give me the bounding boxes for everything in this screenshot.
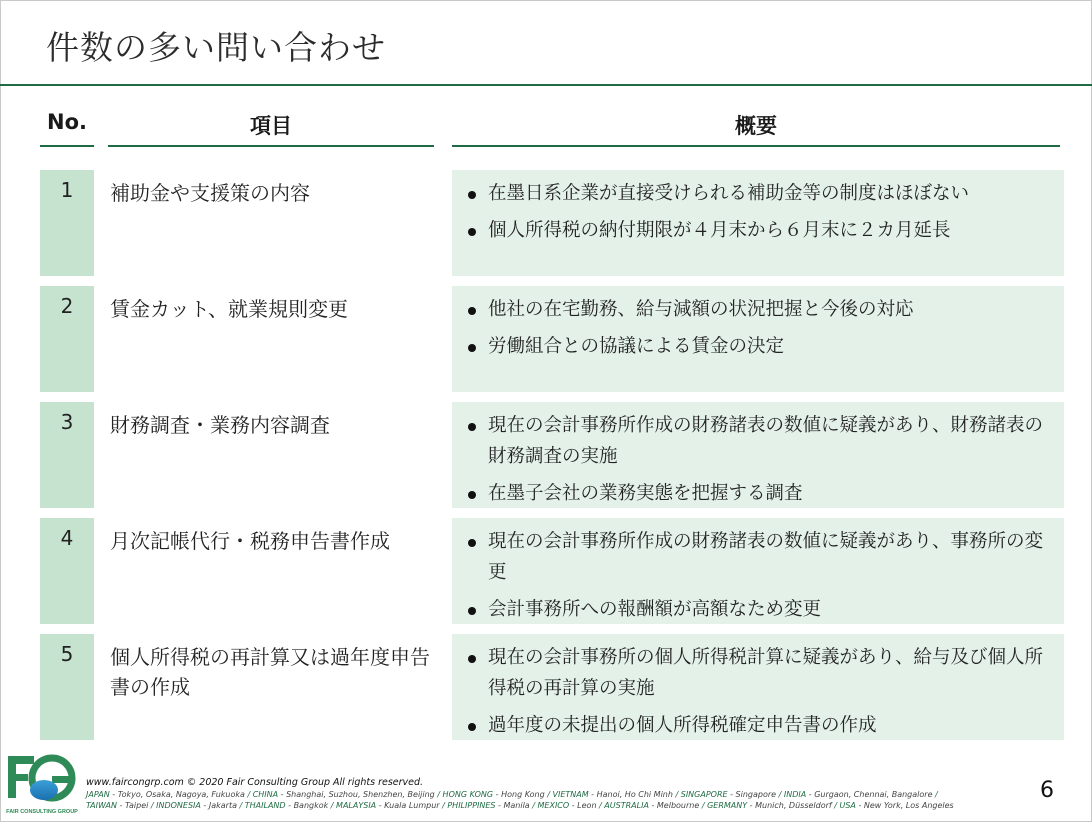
footer-offices-line-2: TAIWAN - Taipei / INDONESIA - Jakarta / THAILAND - Bangkok / MALAYSIA - Kuala Lumpur / PHILIPPINES - Manila / MEXICO - Leon / AUSTRALIA - Melbourne / GERMANY - Munich, Düsseldorf / USA - New York, Los Angeles [86, 801, 954, 810]
office-region: GERMANY [707, 801, 748, 810]
office-region: VIETNAM [552, 790, 589, 799]
office-cities: Hong Kong [501, 790, 545, 799]
office-cities: Singapore [735, 790, 777, 799]
bullet-dot-icon [468, 228, 476, 236]
summary-bullet [468, 294, 1050, 325]
row-summary [452, 518, 1064, 624]
office-region: MALAYSIA [336, 801, 377, 810]
bullet-dot-icon [468, 539, 476, 547]
summary-bullet [468, 710, 1050, 741]
office-cities: Tokyo, Osaka, Nagoya, Fukuoka [117, 790, 245, 799]
office-region: HONG KONG [442, 790, 494, 799]
row-number: 4 [40, 518, 94, 624]
bullet-text: 過年度の未提出の個人所得税確定申告書の作成 [488, 715, 877, 736]
slide-title: 件数の多い問い合わせ [46, 28, 386, 67]
summary-bullet [468, 331, 1050, 362]
office-cities: Jakarta [208, 801, 237, 810]
bullet-text: 在墨日系企業が直接受けられる補助金等の制度はほぼない [488, 183, 970, 204]
logo-text: FAIR CONSULTING GROUP [6, 809, 78, 815]
summary-bullet [468, 594, 1050, 625]
header-summary: 概要 [735, 114, 777, 138]
row-number: 1 [40, 170, 94, 276]
bullet-text: 労働組合との協議による賃金の決定 [488, 336, 785, 357]
bullet-dot-icon [468, 655, 476, 663]
header-item-rule [108, 145, 434, 147]
office-cities: Leon [577, 801, 597, 810]
bullet-text: 在墨子会社の業務実態を把握する調査 [488, 483, 803, 504]
office-cities: Melbourne [656, 801, 700, 810]
table-row [0, 170, 1092, 276]
row-number: 5 [40, 634, 94, 740]
footer-copyright: www.faircongrp.com © 2020 Fair Consulting Group All rights reserved. [86, 777, 424, 788]
bullet-dot-icon [468, 723, 476, 731]
office-region: MEXICO [537, 801, 570, 810]
office-cities: Kuala Lumpur [384, 801, 440, 810]
office-cities: Taipei [124, 801, 149, 810]
footer-offices-line-1: JAPAN - Tokyo, Osaka, Nagoya, Fukuoka / CHINA - Shanghai, Suzhou, Shenzhen, Beijing / HONG KONG - Hong Kong / VIETNAM - Hanoi, Ho Chi Minh / SINGAPORE - Singapore / INDIA - Gurgaon, Chennai, Bangalore / [86, 790, 938, 799]
office-region: USA [839, 801, 856, 810]
office-region: AUSTRALIA [604, 801, 649, 810]
office-region: CHINA [252, 790, 279, 799]
summary-bullet [468, 526, 1050, 588]
page-number: 6 [1040, 778, 1054, 803]
office-cities: New York, Los Angeles [863, 801, 954, 810]
office-region: SINGAPORE [680, 790, 728, 799]
bullet-text: 現在の会計事務所の個人所得税計算に疑義があり、給与及び個人所得税の再計算の実施 [488, 647, 1044, 699]
row-item: 賃金カット、就業規則変更 [110, 297, 348, 321]
bullet-text: 個人所得税の納付期限が４月末から６月末に２カ月延長 [488, 220, 951, 241]
header-item: 項目 [250, 114, 292, 138]
bullet-dot-icon [468, 344, 476, 352]
bullet-dot-icon [468, 423, 476, 431]
row-item: 月次記帳代行・税務申告書作成 [110, 529, 390, 553]
company-logo [6, 752, 78, 816]
table-row [0, 286, 1092, 392]
table-row [0, 518, 1092, 624]
office-region: TAIWAN [86, 801, 117, 810]
office-cities: Bangkok [293, 801, 329, 810]
office-cities: Munich, Düsseldorf [755, 801, 832, 810]
summary-bullet [468, 410, 1050, 472]
office-region: INDONESIA [156, 801, 201, 810]
table-row [0, 402, 1092, 508]
bullet-dot-icon [468, 307, 476, 315]
header-summary-rule [452, 145, 1060, 147]
bullet-text: 他社の在宅勤務、給与減額の状況把握と今後の対応 [488, 299, 914, 320]
office-region: JAPAN [86, 790, 110, 799]
row-item: 財務調査・業務内容調査 [110, 413, 330, 437]
summary-bullet [468, 642, 1050, 704]
row-item: 個人所得税の再計算又は過年度申告書の作成 [110, 645, 430, 699]
row-item: 補助金や支援策の内容 [110, 181, 310, 205]
title-divider [0, 84, 1092, 86]
header-no-rule [40, 145, 94, 147]
bullet-dot-icon [468, 491, 476, 499]
row-summary [452, 170, 1064, 276]
table-row [0, 634, 1092, 740]
row-number: 3 [40, 402, 94, 508]
bullet-dot-icon [468, 191, 476, 199]
row-summary [452, 634, 1064, 740]
bullet-text: 会計事務所への報酬額が高額なため変更 [488, 599, 822, 620]
office-region: PHILIPPINES [447, 801, 496, 810]
office-cities: Shanghai, Suzhou, Shenzhen, Beijing [286, 790, 435, 799]
summary-bullet [468, 478, 1050, 509]
office-cities: Manila [503, 801, 530, 810]
row-summary [452, 286, 1064, 392]
summary-bullet [468, 178, 1050, 209]
summary-bullet [468, 215, 1050, 246]
office-region: INDIA [783, 790, 807, 799]
office-cities: Gurgaon, Chennai, Bangalore [814, 790, 933, 799]
header-no: No. [47, 110, 87, 134]
office-cities: Hanoi, Ho Chi Minh [596, 790, 673, 799]
bullet-dot-icon [468, 607, 476, 615]
row-number: 2 [40, 286, 94, 392]
row-summary [452, 402, 1064, 508]
office-region: THAILAND [244, 801, 286, 810]
bullet-text: 現在の会計事務所作成の財務諸表の数値に疑義があり、財務諸表の財務調査の実施 [488, 415, 1044, 467]
bullet-text: 現在の会計事務所作成の財務諸表の数値に疑義があり、事務所の変更 [488, 531, 1044, 583]
